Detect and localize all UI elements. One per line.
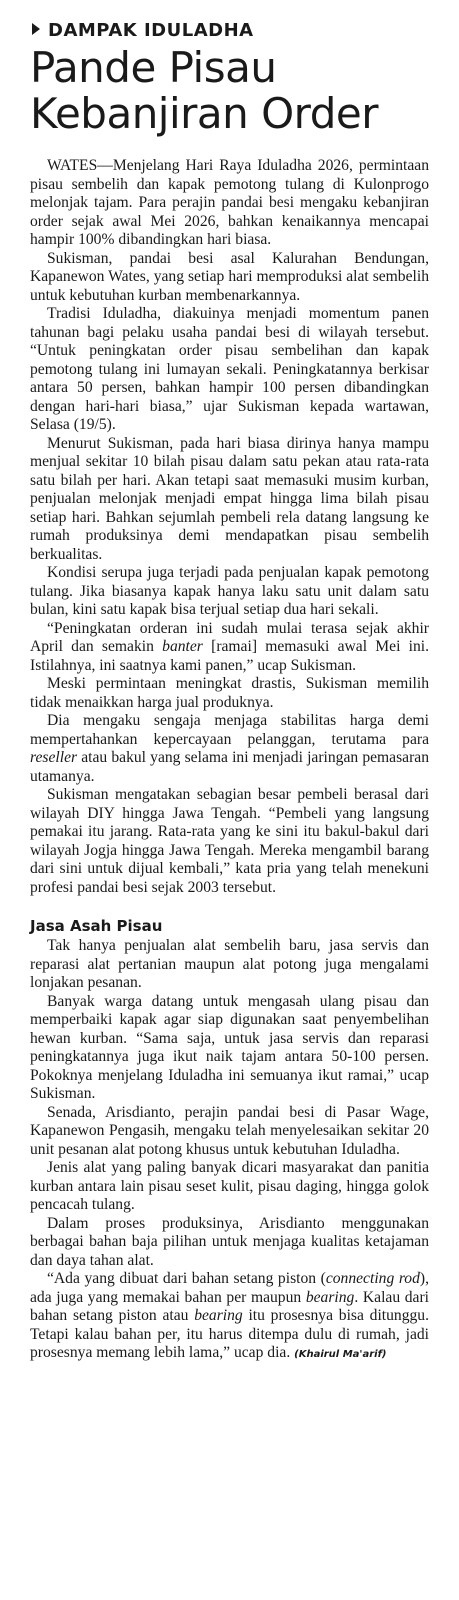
italic-term: bearing	[305, 1288, 355, 1306]
byline: (Khairul Ma'arif)	[294, 1349, 387, 1360]
headline-line-1: Pande Pisau	[30, 43, 277, 92]
rubric-label: DAMPAK IDULADHA	[48, 20, 254, 41]
italic-term: reseller	[30, 749, 78, 766]
text-run: ), ada juga yang memakai bahan per maupun	[30, 1270, 429, 1306]
headline	[30, 45, 429, 137]
triangle-bullet-icon	[32, 23, 40, 35]
subheading: Jasa Asah Pisau	[30, 917, 163, 935]
italic-term: bearing	[194, 1307, 243, 1324]
headline-line-2: Kebanjiran Order	[30, 89, 378, 138]
text-run: Dia mengaku sengaja menjaga stabilitas harga demi mempertahankan kepercayaan pelanggan, terutama para	[30, 712, 429, 748]
text-run: “Peningkatan orderan ini sudah mulai terasa sejak akhir April dan semakin	[30, 619, 429, 655]
article-body	[30, 157, 429, 1365]
paragraph: Kondisi serupa juga terjadi pada penjualan kapak pemotong tulang. Jika biasanya kapak hanya laku satu unit dalam satu bulan, kini satu kapak bisa terjual setiap dua hari sekali.	[30, 564, 429, 618]
paragraph: Tradisi Iduladha, diakuinya menjadi momentum panen tahunan bagi pelaku usaha pandai besi di wilayah tersebut. “Untuk peningkatan order pisau sembelihan dan kapak pemotong tulang ini lumayan sekali. Peningkatannya berkisar antara 50 persen, bahkan hampir 100 persen dibandingkan dengan hari-hari biasa,” ujar Sukisman kepada wartawan, Selasa (19/5).	[30, 305, 429, 433]
italic-term: connecting rod	[325, 1270, 420, 1287]
paragraph: WATES—Menjelang Hari Raya Iduladha 2026, permintaan pisau sembelih dan kapak pemotong tulang di Kulonprogo melonjak tajam. Para perajin pandai besi mengaku kebanjiran order sejak awal Mei 2026, bahkan kenaikannya mencapai hampir 100% dibandingkan hari biasa.	[30, 157, 429, 248]
paragraph: Tak hanya penjualan alat sembelih baru, jasa servis dan reparasi alat pertanian maupun alat potong juga mengalami lonjakan pesanan.	[30, 937, 429, 991]
paragraph	[30, 712, 429, 786]
paragraph: Dalam proses produksinya, Arisdianto menggunakan berbagai bahan baja pilihan untuk menjaga kualitas ketajaman dan daya tahan alat.	[30, 1214, 429, 1269]
paragraph: Sukisman, pandai besi asal Kalurahan Bendungan, Kapanewon Wates, yang setiap hari memproduksi alat sembelih untuk kebutuhan kurban membenarkannya.	[30, 249, 429, 304]
paragraph: Sukisman mengatakan sebagian besar pembeli berasal dari wilayah DIY hingga Jawa Tengah. “Pembeli yang langsung pemakai itu jarang. Rata-rata yang ke sini itu bakul-bakul dari wilayah Jogja hingga Jawa Tengah. Mereka mengambil barang dari sini untuk dijual kembali,” kata pria yang telah menekuni profesi pandai besi sejak 2003 tersebut.	[30, 786, 429, 896]
paragraph: Meski permintaan meningkat drastis, Sukisman memilih tidak menaikkan harga jual produknya.	[30, 675, 429, 711]
text-run: . Kalau dari bahan setang piston atau	[30, 1288, 430, 1324]
paragraph: Jenis alat yang paling banyak dicari masyarakat dan panitia kurban antara lain pisau seset kulit, pisau daging, hingga golok pencacah tulang.	[30, 1159, 429, 1213]
rubric	[32, 20, 429, 41]
italic-term: banter	[162, 638, 203, 655]
paragraph	[30, 1270, 429, 1365]
paragraph: Banyak warga datang untuk mengasah ulang pisau dan memperbaiki kapak agar siap digunakan saat penyembelihan hewan kurban. “Sama saja, untuk jasa servis dan reparasi peningkatannya juga ikut naik tajam antara 50-100 persen. Pokoknya menjelang Iduladha ini semuanya ikut ramai,” ucap Sukisman.	[30, 992, 429, 1102]
paragraph: Menurut Sukisman, pada hari biasa dirinya hanya mampu menjual sekitar 10 bilah pisau dalam satu pekan atau rata-rata satu bilah per hari. Akan tetapi saat memasuki musim kurban, penjualan melonjak menjadi empat hingga lima bilah pisau setiap hari. Bahkan sejumlah pembeli rela datang langsung ke rumah produksinya demi mendapatkan pisau sembelih berkualitas.	[30, 434, 429, 563]
text-run: [ramai] memasuki awal Mei ini. Istilahnya, ini saatnya kami panen,” ucap Sukisman.	[30, 638, 430, 674]
text-run: itu prosesnya bisa ditunggu. Tetapi kalau bahan per, itu harus ditempa dulu di rumah, jadi prosesnya memang lebih lama,” ucap dia.	[30, 1307, 429, 1361]
text-run: atau bakul yang selama ini menjadi jaringan pemasaran utamanya.	[30, 749, 429, 785]
paragraph	[30, 620, 429, 676]
text-run: “Ada yang dibuat dari bahan setang piston (	[47, 1270, 326, 1287]
paragraph: Senada, Arisdianto, perajin pandai besi di Pasar Wage, Kapanewon Pengasih, mengaku telah menyelesaikan sekitar 20 unit pesanan alat potong khusus untuk kebutuhan Iduladha.	[30, 1103, 429, 1158]
